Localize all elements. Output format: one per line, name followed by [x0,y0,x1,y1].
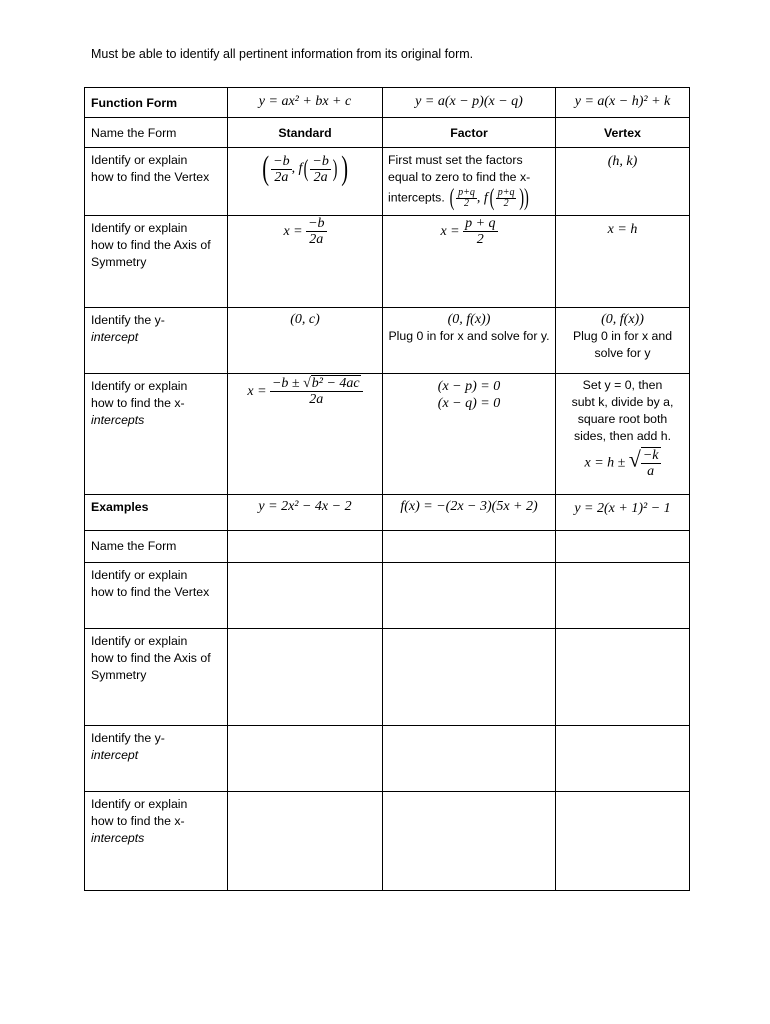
example-y-intercept-label-line-2: intercept [91,748,139,762]
standard-vertex-formula: ( $\frac{-b}{2a}$ , f( $\frac{-b}{2a}$ ) ) [262,150,348,187]
header-row [85,88,690,118]
factor-name: Factor [450,126,488,140]
example-vertex-xint-cell[interactable] [556,792,690,891]
axis-row [85,216,690,308]
function-form-label: Function Form [91,96,178,110]
example-factor-vertex-cell[interactable] [383,563,556,629]
factor-x-intercept-eq-1: (x − p) = 0 [437,379,501,394]
example-axis-label-line-2: how to find the Axis of [91,651,211,665]
example-axis-row [85,629,690,726]
vertex-axis-formula: x = h [607,222,638,237]
factor-vertex-text-3: intercepts. ( $\frac{p+q}{2}$ , f( $\frac{p+q}{2}$ )) [388,185,530,211]
standard-y-intercept: (0, c) [290,312,320,327]
axis-label-line-1: Identify or explain [91,221,188,235]
vertex-x-intercept-formula: x = h ± √ $\frac{-k}{a}$ [584,446,659,479]
example-standard-xint-cell[interactable] [228,792,383,891]
example-y-intercept-label-line-1: Identify the y- [91,731,165,745]
example-y-intercept-row [85,726,690,792]
standard-axis-formula: x = $\frac{-b}{2a}$ [283,216,325,247]
example-vertex-name-cell[interactable] [556,531,690,563]
axis-label-line-3: Symmetry [91,255,147,269]
name-form-label: Name the Form [91,126,177,140]
example-x-intercepts-label-line-2: how to find the x- [91,814,185,828]
vertex-x-intercept-text-3: square root both [577,412,668,426]
example-standard-yint-cell[interactable] [228,726,383,792]
factor-x-intercept-eq-2: (x − q) = 0 [437,396,501,411]
vertex-name: Vertex [604,126,641,140]
vertex-label-line-1: Identify or explain [91,153,188,167]
example-name-row [85,531,690,563]
factor-form-equation: y = a(x − p)(x − q) [415,94,523,109]
x-intercepts-row [85,374,690,495]
standard-form-equation: y = ax² + bx + c [258,94,352,109]
factor-y-intercept-text: Plug 0 in for x and solve for y. [388,329,550,343]
y-intercept-row [85,308,690,374]
example-factor-name-cell[interactable] [383,531,556,563]
vertex-y-intercept-formula: (0, f(x)) [601,312,644,327]
example-axis-label-line-3: Symmetry [91,668,147,682]
example-factor-axis-cell[interactable] [383,629,556,726]
example-x-intercepts-label-line-3: intercepts [91,831,145,845]
vertex-form-equation: y = a(x − h)² + k [574,94,671,109]
example-factor-xint-cell[interactable] [383,792,556,891]
factor-example: f(x) = −(2x − 3)(5x + 2) [400,499,538,514]
axis-label-line-2: how to find the Axis of [91,238,211,252]
example-x-intercepts-label-line-1: Identify or explain [91,797,188,811]
example-standard-vertex-cell[interactable] [228,563,383,629]
example-vertex-yint-cell[interactable] [556,726,690,792]
vertex-label-line-2: how to find the Vertex [91,170,210,184]
vertex-x-intercept-text-2: subt k, divide by a, [571,395,674,409]
vertex-x-intercept-text-1: Set y = 0, then [582,378,663,392]
vertex-point: (h, k) [607,154,638,169]
vertex-y-intercept-text-2: solve for y [594,346,651,360]
examples-label: Examples [91,500,149,514]
quadratic-formula: x = $\frac{\text{−b ± √b² − 4ac}}{2a}$ [247,384,362,398]
factor-vertex-text-1: First must set the factors [388,153,523,167]
example-factor-yint-cell[interactable] [383,726,556,792]
x-intercepts-label-line-2: how to find the x- [91,396,185,410]
example-vertex-row [85,563,690,629]
standard-example: y = 2x² − 4x − 2 [258,499,352,514]
y-intercept-label-line-1: Identify the y- [91,313,165,327]
example-vertex-vertex-cell[interactable] [556,563,690,629]
example-standard-axis-cell[interactable] [228,629,383,726]
vertex-y-intercept-text-1: Plug 0 in for x and [572,329,673,343]
example-name-label: Name the Form [91,539,177,553]
example-vertex-label-line-1: Identify or explain [91,568,188,582]
example-standard-name-cell[interactable] [228,531,383,563]
example-x-intercepts-row [85,792,690,891]
y-intercept-label-line-2: intercept [91,330,139,344]
factor-y-intercept-formula: (0, f(x)) [447,312,491,327]
name-row [85,118,690,148]
example-axis-label-line-1: Identify or explain [91,634,188,648]
x-intercepts-label-line-1: Identify or explain [91,379,188,393]
factor-vertex-text-2: equal to zero to find the x- [388,170,531,184]
factor-axis-formula: x = $\frac{p + q}{2}$ [440,216,496,247]
examples-row [85,495,690,531]
standard-name: Standard [278,126,332,140]
example-vertex-label-line-2: how to find the Vertex [91,585,210,599]
quadratic-forms-table [84,87,690,891]
vertex-example: y = 2(x + 1)² − 1 [574,501,671,516]
example-vertex-axis-cell[interactable] [556,629,690,726]
instructions-text: Must be able to identify all pertinent information from its original form. [91,47,474,61]
x-intercepts-label-line-3: intercepts [91,413,145,427]
vertex-x-intercept-text-4: sides, then add h. [573,429,672,443]
vertex-row [85,148,690,216]
